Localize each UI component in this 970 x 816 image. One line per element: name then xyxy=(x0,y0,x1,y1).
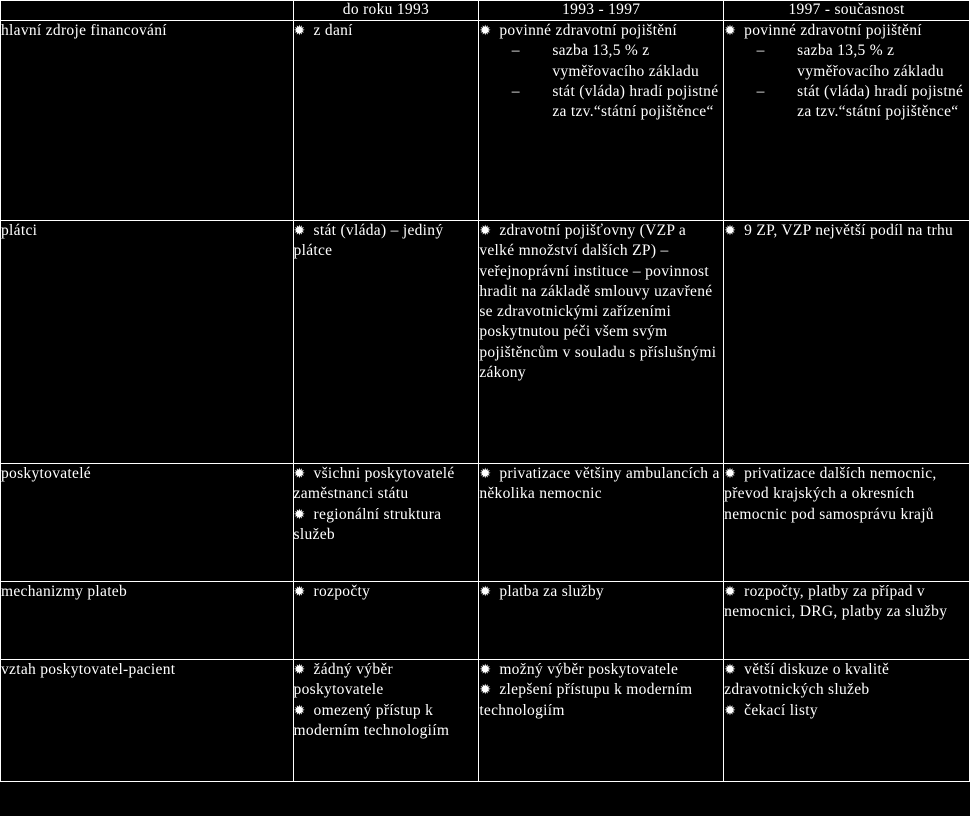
bullet-item xyxy=(294,701,479,742)
sub-item-text: stát (vláda) hradí pojistné za tzv.“státní pojištěnce“ xyxy=(552,82,719,121)
bullet-text: rozpočty xyxy=(313,583,371,600)
bullet-item xyxy=(479,582,723,602)
row-label-text: plátci xyxy=(1,222,38,239)
sunburst-bullet-icon: ✹ xyxy=(479,223,492,239)
bullet-item xyxy=(294,221,479,262)
row-label-text: vztah poskytovatel-pacient xyxy=(1,661,176,678)
bullet-item xyxy=(724,660,969,701)
table-cell xyxy=(479,221,724,464)
bullet-text: 9 ZP, VZP největší podíl na trhu xyxy=(744,222,954,239)
dash-marker: – xyxy=(756,82,765,100)
bullet-text: stát (vláda) – jediný plátce xyxy=(293,222,444,260)
sub-item xyxy=(479,41,723,82)
table-cell xyxy=(724,464,970,582)
sunburst-bullet-icon: ✹ xyxy=(724,702,737,719)
row-label-text: poskytovatelé xyxy=(1,465,91,482)
table-cell xyxy=(293,221,479,464)
row-label xyxy=(1,660,294,782)
sunburst-bullet-icon: ✹ xyxy=(479,682,492,699)
bullet-text: regionální struktura služeb xyxy=(293,505,442,543)
sunburst-bullet-icon: ✹ xyxy=(293,584,306,600)
sub-item-text: stát (vláda) hradí pojistné za tzv.“státní pojištěnce“ xyxy=(797,82,964,121)
table-cell xyxy=(724,582,970,660)
table-cell xyxy=(293,464,479,582)
bullet-text: privatizace většiny ambulancích a několika nemocnic xyxy=(479,465,720,503)
table-cell xyxy=(293,582,479,660)
bullet-text: zdravotní pojišťovny (VZP a velké množství dalších ZP) – veřejnoprávní instituce – povinnost hradit na základě smlouvy uzavřené se zdravotnickými zařízeními poskytnutou péči všem svým pojištěncům v souladu s příslušnými zákony xyxy=(479,222,717,382)
row-label-text: mechanizmy plateb xyxy=(1,583,128,600)
bullet-item xyxy=(294,660,479,701)
row-label xyxy=(1,582,294,660)
row-label-text: hlavní zdroje financování xyxy=(1,22,167,39)
bullet-item xyxy=(294,464,479,505)
table-cell xyxy=(724,221,970,464)
header-corner xyxy=(1,1,294,21)
sunburst-bullet-icon: ✹ xyxy=(293,466,306,482)
bullet-text: čekací listy xyxy=(744,701,818,719)
sunburst-bullet-icon: ✹ xyxy=(479,662,492,678)
sunburst-bullet-icon: ✹ xyxy=(293,223,306,239)
sub-item-text: sazba 13,5 % z vyměřovacího základu xyxy=(552,42,700,80)
bullet-text: možný výběr poskytovatele xyxy=(499,661,679,678)
bullet-item xyxy=(724,21,969,41)
sunburst-bullet-icon: ✹ xyxy=(293,506,306,523)
sunburst-bullet-icon: ✹ xyxy=(724,584,737,600)
sunburst-bullet-icon: ✹ xyxy=(479,584,492,600)
sunburst-bullet-icon: ✹ xyxy=(293,702,306,719)
sunburst-bullet-icon: ✹ xyxy=(479,466,492,482)
bullet-item xyxy=(724,464,969,525)
table-cell xyxy=(293,21,479,221)
table-row xyxy=(1,21,970,221)
sub-item xyxy=(479,82,723,123)
table-cell xyxy=(479,582,724,660)
sub-item-text: sazba 13,5 % z vyměřovacího základu xyxy=(797,42,944,80)
table-row xyxy=(1,221,970,464)
sub-item xyxy=(724,82,969,123)
bullet-text: povinné zdravotní pojištění xyxy=(744,22,922,39)
bullet-text: omezený přístup k moderním technologiím xyxy=(293,701,450,739)
header-period-2: 1993 - 1997 xyxy=(479,1,724,21)
dash-marker: – xyxy=(511,42,520,60)
bullet-item xyxy=(724,221,969,241)
bullet-item xyxy=(479,21,723,41)
bullet-item xyxy=(479,680,723,721)
table-cell xyxy=(724,21,970,221)
bullet-item xyxy=(724,582,969,623)
table-row xyxy=(1,582,970,660)
dash-marker: – xyxy=(511,82,520,100)
row-label xyxy=(1,464,294,582)
bullet-text: platba za služby xyxy=(499,583,604,600)
bullet-item xyxy=(479,464,723,505)
sunburst-bullet-icon: ✹ xyxy=(724,223,737,239)
header-row xyxy=(1,1,970,21)
sunburst-bullet-icon: ✹ xyxy=(724,662,737,678)
sunburst-bullet-icon: ✹ xyxy=(293,662,306,678)
bullet-item xyxy=(724,701,969,721)
bullet-item xyxy=(294,21,479,41)
sunburst-bullet-icon: ✹ xyxy=(479,23,492,39)
bullet-item xyxy=(479,660,723,680)
table-cell xyxy=(724,660,970,782)
sunburst-bullet-icon: ✹ xyxy=(293,23,306,39)
table-cell xyxy=(479,660,724,782)
bullet-text: větší diskuze o kvalitě zdravotnických služeb xyxy=(724,661,890,699)
bottom-margin xyxy=(0,790,970,816)
bullet-text: privatizace dalších nemocnic, převod krajských a okresních nemocnic pod samosprávu krajů xyxy=(724,465,937,523)
row-label xyxy=(1,21,294,221)
sub-item xyxy=(724,41,969,82)
sunburst-bullet-icon: ✹ xyxy=(724,23,737,39)
sunburst-bullet-icon: ✹ xyxy=(724,466,737,482)
bullet-item xyxy=(294,505,479,546)
header-period-1: do roku 1993 xyxy=(293,1,479,21)
bullet-text: z daní xyxy=(313,22,353,39)
header-period-3: 1997 - současnost xyxy=(724,1,970,21)
bullet-text: žádný výběr poskytovatele xyxy=(293,661,394,699)
table-cell xyxy=(479,21,724,221)
bullet-text: všichni poskytovatelé zaměstnanci státu xyxy=(293,465,455,503)
dash-marker: – xyxy=(756,42,765,60)
table-cell xyxy=(479,464,724,582)
bullet-text: rozpočty, platby za případ v nemocnici, DRG, platby za služby xyxy=(724,583,948,621)
bullet-item xyxy=(479,221,723,383)
bullet-text: zlepšení přístupu k moderním technologiím xyxy=(479,681,693,719)
bullet-item xyxy=(294,582,479,602)
table-row xyxy=(1,660,970,782)
row-label xyxy=(1,221,294,464)
table-row xyxy=(1,464,970,582)
table-cell xyxy=(293,660,479,782)
bullet-text: povinné zdravotní pojištění xyxy=(499,22,678,39)
